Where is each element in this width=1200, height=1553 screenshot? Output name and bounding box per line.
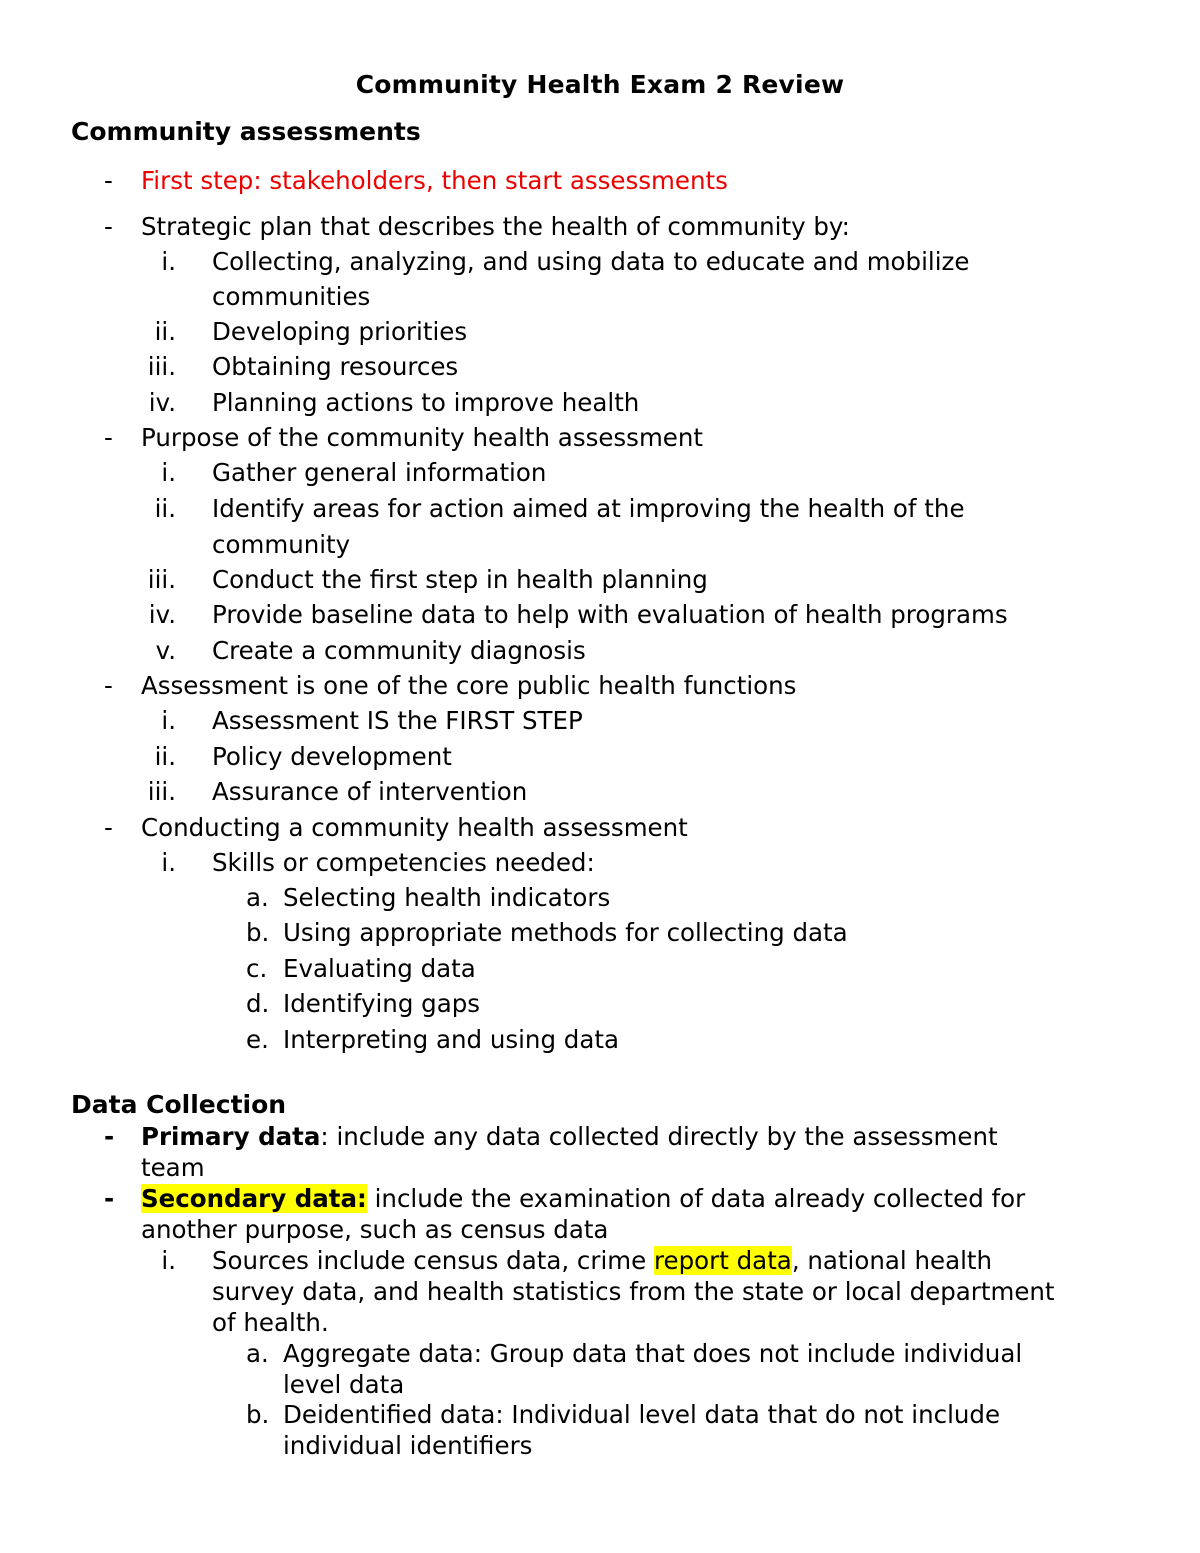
sub-list-item-aggregate: Aggregate data: Group data that does not include individual [283,1339,1023,1368]
definition-secondary-data: include the examination of data already collected for [366,1184,1026,1213]
page-title: Community Health Exam 2 Review [355,70,845,99]
list-marker: ii. [154,317,176,346]
list-marker: b. [246,1400,270,1429]
list-marker: b. [246,918,270,947]
bullet-secondary-data [141,1184,1025,1214]
bullet-dash: - [104,166,113,195]
sub-list-item-continuation: individual identifiers [283,1431,533,1460]
list-item: Create a community diagnosis [212,636,586,665]
list-item-sources [212,1246,992,1276]
list-item: Gather general information [212,458,547,487]
bullet-continuation: team [141,1153,205,1182]
list-marker: c. [246,954,268,983]
highlighted-report-data: report data [654,1246,792,1275]
list-item: Provide baseline data to help with evaluation of health programs [212,600,1008,629]
list-marker: iv. [148,388,176,417]
list-item: Planning actions to improve health [212,388,640,417]
sub-list-item-deidentified: Deidentified data: Individual level data that do not include [283,1400,1001,1429]
term-primary-data: Primary data [141,1122,321,1151]
list-marker: i. [161,1246,176,1275]
bullet-purpose: Purpose of the community health assessment [141,423,704,452]
list-item: Obtaining resources [212,352,459,381]
sources-text: Sources include census data, crime [212,1246,655,1275]
bullet-continuation: another purpose, such as census data [141,1215,609,1244]
list-item: Assessment IS the FIRST STEP [212,706,583,735]
sub-list-item-continuation: level data [283,1370,405,1399]
list-marker: v. [155,636,176,665]
list-item-continuation: community [212,530,351,559]
list-marker: i. [161,706,176,735]
list-item-continuation: of health. [212,1308,329,1337]
definition-primary-data: : include any data collected directly by the assessment [320,1122,998,1151]
list-marker: e. [246,1025,269,1054]
bullet-dash: - [104,671,113,700]
list-marker: ii. [154,494,176,523]
list-marker: iv. [148,600,176,629]
list-marker: a. [246,1339,269,1368]
bullet-strategic-plan: Strategic plan that describes the health of community by: [141,212,850,241]
bullet-primary-data [141,1122,998,1152]
sub-list-item: Evaluating data [283,954,476,983]
section-heading-data-collection: Data Collection [71,1090,287,1119]
bullet-dash: - [104,1184,115,1213]
bullet-dash: - [104,1122,115,1151]
list-marker: i. [161,848,176,877]
list-marker: a. [246,883,269,912]
sub-list-item: Interpreting and using data [283,1025,619,1054]
list-marker: i. [161,247,176,276]
list-marker: iii. [147,777,176,806]
list-item-continuation: survey data, and health statistics from the state or local department [212,1277,1055,1306]
bullet-dash: - [104,423,113,452]
sub-list-item: Selecting health indicators [283,883,611,912]
sub-list-item: Identifying gaps [283,989,481,1018]
list-marker: iii. [147,352,176,381]
bullet-conducting: Conducting a community health assessment [141,813,688,842]
list-marker: d. [246,989,270,1018]
list-item: Developing priorities [212,317,468,346]
bullet-core-functions: Assessment is one of the core public health functions [141,671,797,700]
list-marker: ii. [154,742,176,771]
list-item: Conduct the first step in health planning [212,565,708,594]
list-marker: iii. [147,565,176,594]
bullet-dash: - [104,212,113,241]
list-item-continuation: communities [212,282,371,311]
term-secondary-data: Secondary data: [141,1184,367,1213]
sources-text: , national health [791,1246,993,1275]
list-item: Identify areas for action aimed at improving the health of the [212,494,965,523]
list-marker: i. [161,458,176,487]
list-item: Assurance of intervention [212,777,528,806]
sub-list-item: Using appropriate methods for collecting data [283,918,848,947]
list-item: Collecting, analyzing, and using data to educate and mobilize [212,247,970,276]
list-item: Skills or competencies needed: [212,848,595,877]
bullet-dash: - [104,813,113,842]
section-heading-community-assessments: Community assessments [71,117,421,146]
bullet-first-step: First step: stakeholders, then start assessments [141,166,728,195]
list-item: Policy development [212,742,452,771]
